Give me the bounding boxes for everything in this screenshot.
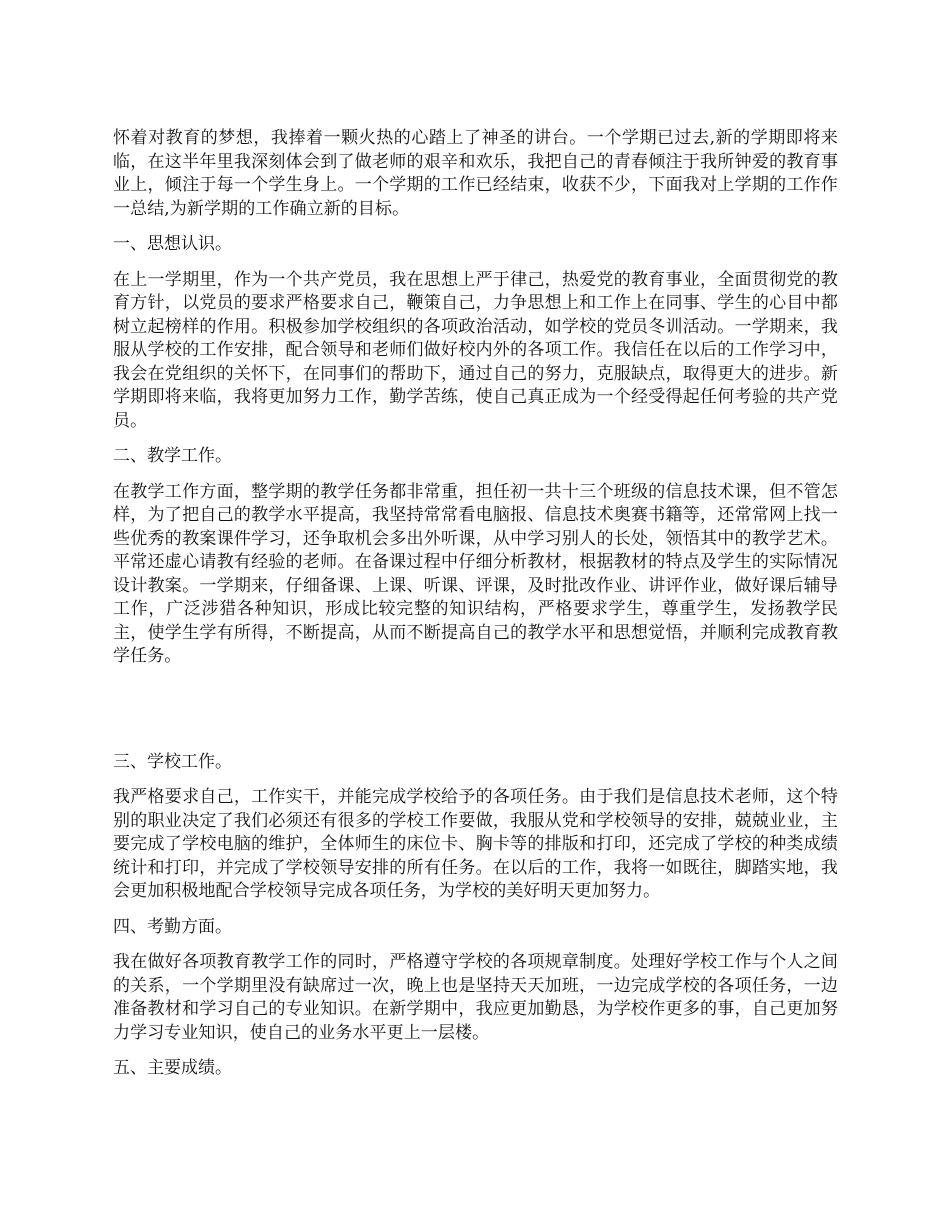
section-heading-attendance: 四、考勤方面。	[113, 916, 232, 937]
intro-paragraph: 怀着对教育的梦想，我捧着一颗火热的心踏上了神圣的讲台。一个学期已过去,新的学期即将来临，在这半年里我深刻体会到了做老师的艰辛和欢乐，我把自己的青春倾注于我所钟爱的教育事业上，倾注于每一个学生身上。一个学期的工作已经结束，收获不少，下面我对上学期的工作作一总结,为新学期的工作确立新的目标。	[113, 128, 838, 219]
section-body-teaching: 在教学工作方面，整学期的教学任务都非常重，担任初一共十三个班级的信息技术课，但不管怎样，为了把自己的教学水平提高，我坚持常常看电脑报、信息技术奥赛书籍等，还常常网上找一些优秀的教案课件学习，还争取机会多出外听课，从中学习别人的长处，领悟其中的教学艺术。平常还虚心请教有经验的老师。在备课过程中仔细分析教材，根据教材的特点及学生的实际情况设计教案。一学期来，仔细备课、上课、听课、评课，及时批改作业、讲评作业，做好课后辅导工作，广泛涉猎各种知识，形成比较完整的知识结构，严格要求学生，尊重学生，发扬教学民主，使学生学有所得，不断提高，从而不断提高自己的教学水平和思想觉悟，并顺利完成教育教学任务。	[113, 481, 838, 666]
section-body-ideology: 在上一学期里，作为一个共产党员，我在思想上严于律己，热爱党的教育事业，全面贯彻党的教育方针，以党员的要求严格要求自己，鞭策自己，力争思想上和工作上在同事、学生的心目中都树立起榜样的作用。积极参加学校组织的各项政治活动，如学校的党员冬训活动。一学期来，我服从学校的工作安排，配合领导和老师们做好校内外的各项工作。我信任在以后的工作学习中，我会在党组织的关怀下，在同事们的帮助下，通过自己的努力，克服缺点，取得更大的进步。新学期即将来临，我将更加努力工作，勤学苦练，使自己真正成为一个经受得起任何考验的共产党员。	[113, 269, 838, 431]
page-spacer	[113, 681, 838, 751]
document-page	[113, 127, 838, 1093]
section-body-school-work: 我严格要求自己，工作实干，并能完成学校给予的各项任务。由于我们是信息技术老师，这个特别的职业决定了我们必须还有很多的学校工作要做，我服从党和学校领导的安排，兢兢业业，主要完成了学校电脑的维护，全体师生的床位卡、胸卡等的排版和打印，还完成了学校的种类成绩统计和打印，并完成了学校领导安排的所有任务。在以后的工作，我将一如既往，脚踏实地，我会更加积极地配合学校领导完成各项任务，为学校的美好明天更加努力。	[113, 787, 838, 901]
section-heading-achievements: 五、主要成绩。	[113, 1058, 232, 1078]
section-heading-teaching: 二、教学工作。	[113, 446, 232, 466]
section-body-attendance: 我在做好各项教育教学工作的同时，严格遵守学校的各项规章制度。处理好学校工作与个人之间的关系，一个学期里没有缺席过一次，晚上也是坚持天天加班，一边完成学校的各项任务，一边准备教材和学习自己的专业知识。在新学期中，我应更加勤恳，为学校作更多的事，自己更加努力学习专业知识，使自己的业务水平更上一层楼。	[113, 952, 838, 1043]
section-heading-school-work: 三、学校工作。	[113, 751, 232, 772]
section-heading-ideology: 一、思想认识。	[113, 234, 232, 254]
